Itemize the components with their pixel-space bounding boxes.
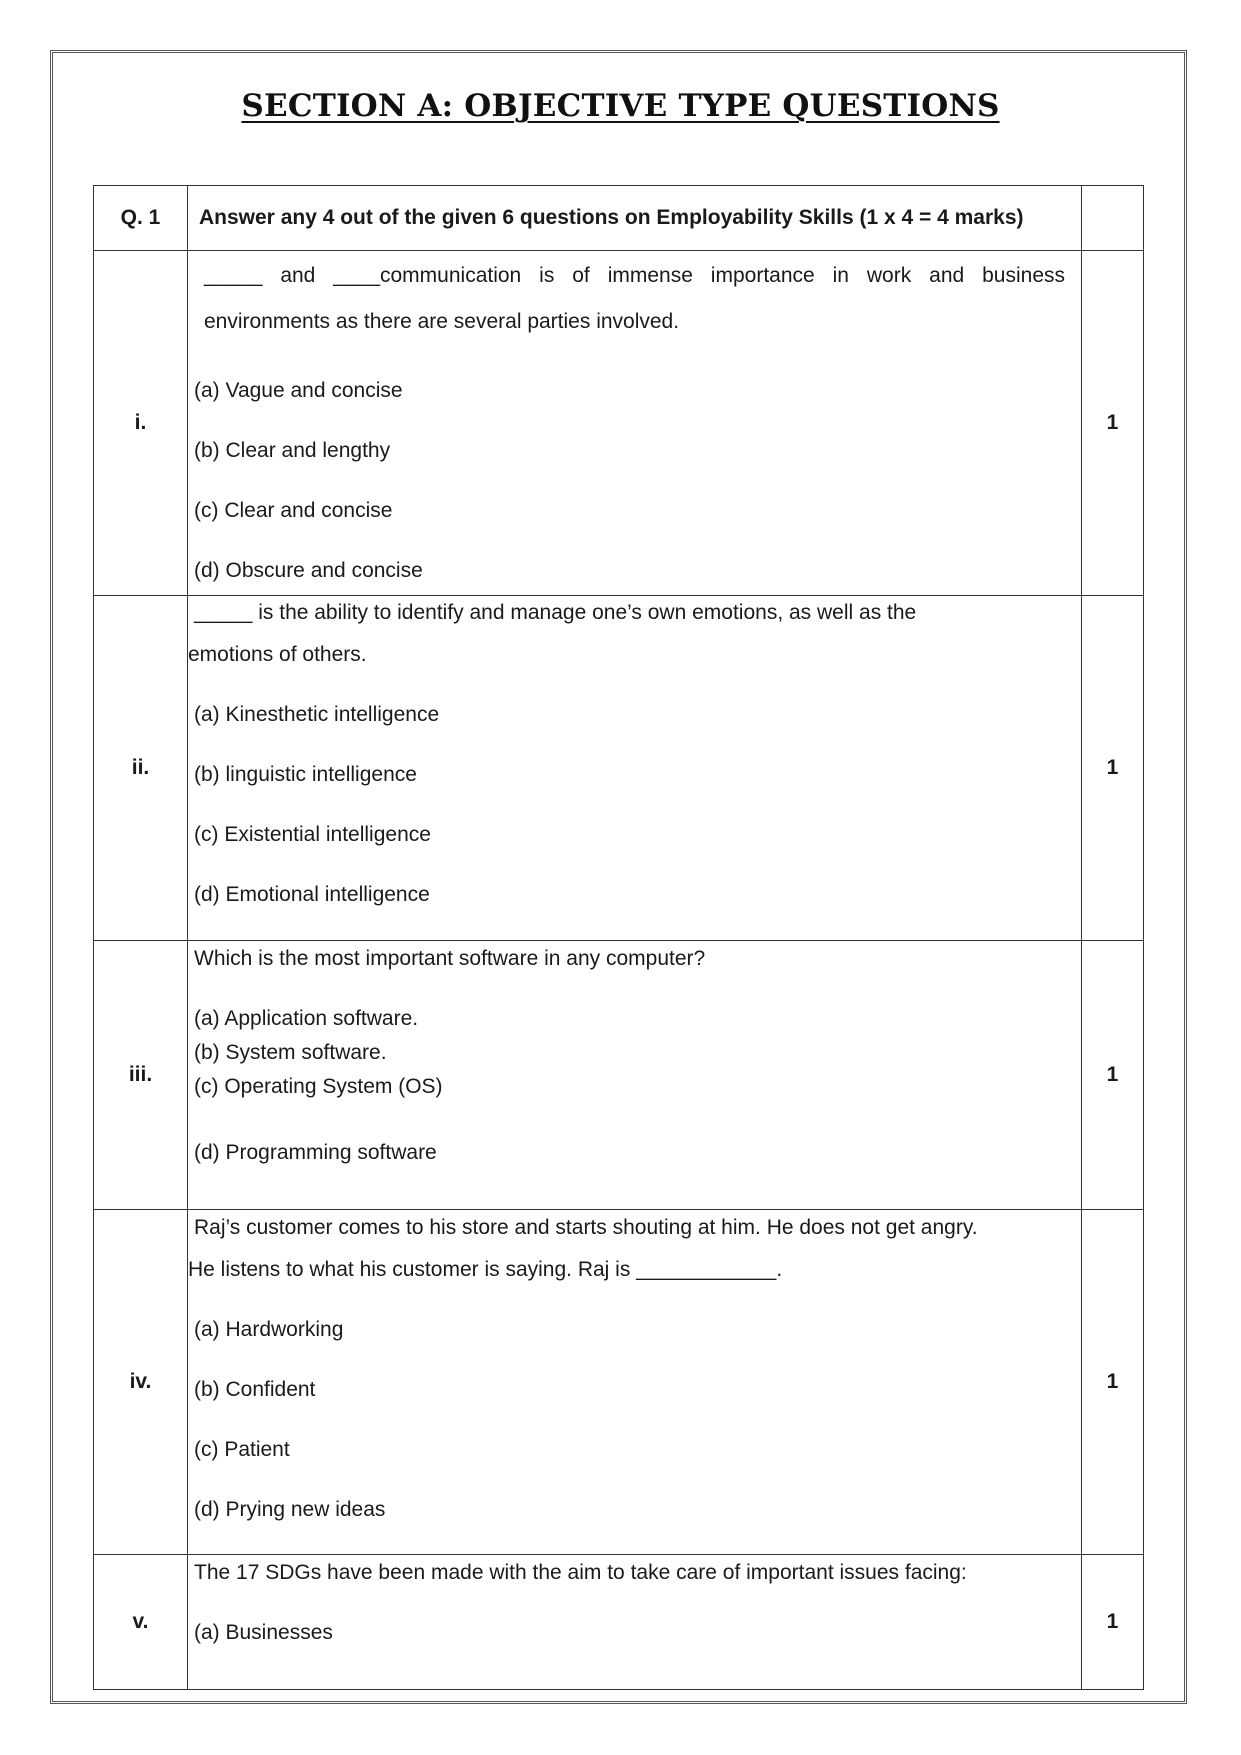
option-c: (c) Patient (194, 1438, 290, 1461)
question-body (188, 251, 1082, 596)
question-number: iv. (94, 1210, 188, 1555)
question-row-iv (94, 1210, 1144, 1555)
question-row-v (94, 1555, 1144, 1690)
question-stem-line-2: He listens to what his customer is saying. Raj is ____________. (188, 1258, 783, 1281)
option-b: (b) System software. (194, 1041, 387, 1064)
question-marks: 1 (1082, 251, 1144, 596)
question-number: i. (94, 251, 188, 596)
header-marks-cell (1082, 186, 1144, 251)
question-row-iii (94, 941, 1144, 1210)
question-row-i (94, 251, 1144, 596)
question-number: ii. (94, 596, 188, 941)
section-title: SECTION A: OBJECTIVE TYPE QUESTIONS (241, 88, 1000, 124)
question-number: iii. (94, 941, 188, 1210)
option-c: (c) Operating System (OS) (194, 1075, 443, 1098)
option-a: (a) Application software. (194, 1007, 419, 1030)
question-stem: _____ and ____communication is of immense importance in work and business environments as there are several parties involved. (204, 264, 1065, 333)
question-stem: The 17 SDGs have been made with the aim to take care of important issues facing: (194, 1561, 967, 1584)
question-group-number: Q. 1 (94, 186, 188, 251)
question-marks: 1 (1082, 941, 1144, 1210)
question-body (188, 941, 1082, 1210)
option-d: (d) Emotional intelligence (194, 883, 430, 906)
option-d: (d) Prying new ideas (194, 1498, 386, 1521)
option-a: (a) Vague and concise (194, 379, 403, 402)
option-d: (d) Programming software (194, 1141, 437, 1164)
option-a: (a) Hardworking (194, 1318, 344, 1341)
question-stem: Which is the most important software in any computer? (194, 947, 706, 970)
option-c: (c) Existential intelligence (194, 823, 431, 846)
question-body (188, 1555, 1082, 1690)
question-instruction: Answer any 4 out of the given 6 questions on Employability Skills (1 x 4 = 4 marks) (188, 186, 1082, 251)
option-b: (b) Confident (194, 1378, 316, 1401)
question-stem-line-1: Raj’s customer comes to his store and starts shouting at him. He does not get angry. (194, 1216, 978, 1239)
question-header-row (94, 186, 1144, 251)
question-marks: 1 (1082, 1555, 1144, 1690)
question-body (188, 1210, 1082, 1555)
option-b: (b) linguistic intelligence (194, 763, 417, 786)
question-table (93, 185, 1144, 1690)
option-b: (b) Clear and lengthy (194, 439, 391, 462)
question-marks: 1 (1082, 596, 1144, 941)
option-c: (c) Clear and concise (194, 499, 393, 522)
question-body (188, 596, 1082, 941)
question-stem-line-1: _____ is the ability to identify and manage one’s own emotions, as well as the (194, 601, 917, 624)
question-marks: 1 (1082, 1210, 1144, 1555)
option-d: (d) Obscure and concise (194, 559, 423, 582)
question-number: v. (94, 1555, 188, 1690)
option-a: (a) Businesses (194, 1621, 333, 1644)
option-a: (a) Kinesthetic intelligence (194, 703, 440, 726)
question-row-ii (94, 596, 1144, 941)
question-stem-line-2: emotions of others. (188, 643, 367, 666)
